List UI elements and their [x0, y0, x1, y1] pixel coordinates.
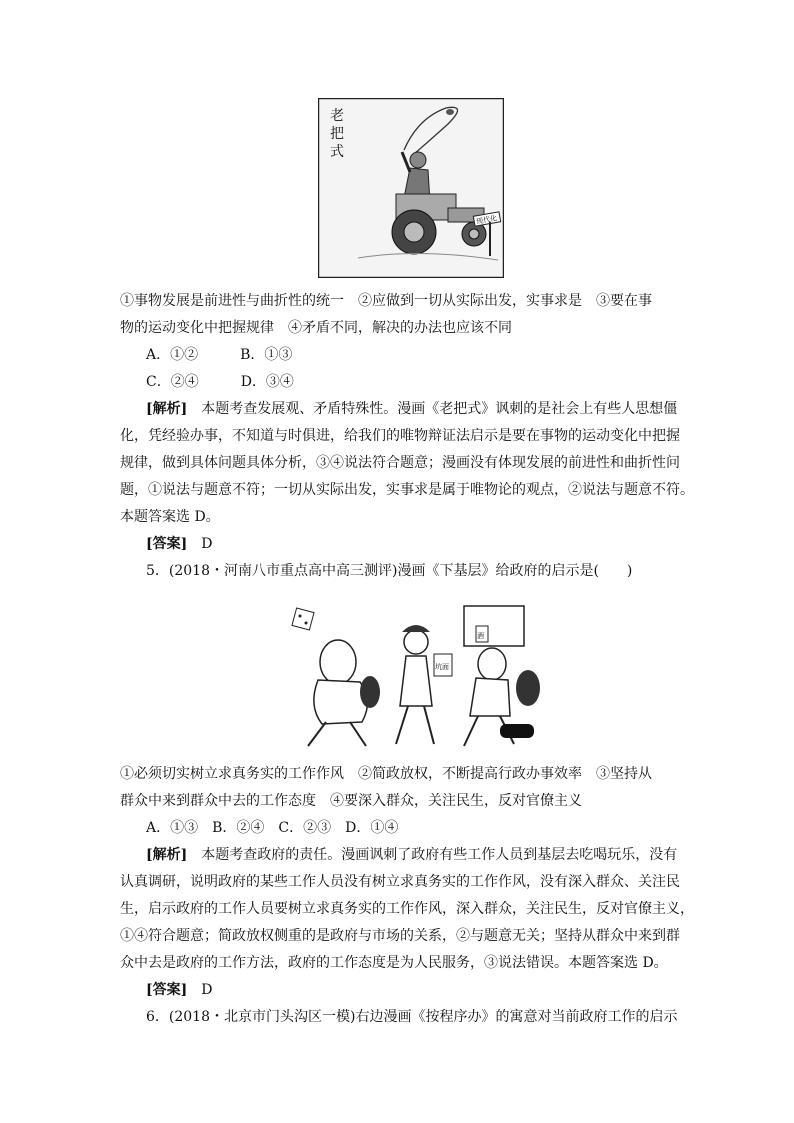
q5-choice-row: A．①③ B．②④ C．②③ D．①④ [146, 820, 399, 836]
analysis-text: 本题考查发展观、矛盾特殊性。漫画《老把式》讽刺的是社会上有些人思想僵 [187, 401, 678, 417]
cartoon-xia-ji-ceng [278, 596, 546, 756]
q5-answer [146, 980, 706, 1000]
q4-options-ab: A．①② B．①③ [146, 347, 293, 363]
analysis-text: 本题考查政府的责任。漫画讽刺了政府有些工作人员到基层去吃喝玩乐，没有 [187, 847, 678, 863]
answer-label: [答案] [146, 982, 188, 998]
q5-stem: 5．(2018・河南八市重点高中高三测评)漫画《下基层》给政府的启示是( ) [146, 563, 633, 579]
q4-analysis-line-4: 题，①说法与题意不符；一切从实际出发，实事求是属于唯物论的观点，②说法与题意不符。 [120, 482, 694, 498]
q4-analysis-line-2: 化，凭经验办事，不知道与时俱进，给我们的唯物辩证法启示是要在事物的运动变化中把握 [120, 428, 680, 444]
q5-analysis-line-5: 众中去是政府的工作方法，政府的工作态度是为人民服务，③说法错误。本题答案选 D。 [120, 955, 668, 971]
analysis-label: [解析] [146, 401, 188, 417]
q4-options-cd: C．②④ D．③④ [146, 374, 294, 390]
q4-stem-line-2: 物的运动变化中把握规律 ④矛盾不同，解决的办法也应该不同 [120, 320, 512, 336]
answer-value: D [187, 536, 213, 552]
q4-analysis-line-5: 本题答案选 D。 [120, 509, 220, 525]
q4-answer [146, 534, 706, 554]
cartoon-lao-ba-shi [318, 98, 504, 278]
answer-label: [答案] [146, 536, 188, 552]
q4-analysis-line-3: 规律，做到具体问题具体分析，③④说法符合题意；漫画没有体现发展的前进性和曲折性问 [120, 455, 680, 471]
q5-analysis-line-1 [146, 845, 706, 865]
q4-stem-line-1: ①事物发展是前进性与曲折性的统一 ②应做到一切从实际出发，实事求是 ③要在事 [120, 293, 652, 309]
cartoon-title-char-3: 式 [330, 144, 344, 160]
answer-value: D [187, 982, 213, 998]
q4-analysis-line-1 [146, 399, 706, 419]
q6-stem: 6．(2018・北京市门头沟区一模)右边漫画《按程序办》的寓意对当前政府工作的启示 [146, 1009, 678, 1025]
q5-analysis-line-3: 生，启示政府的工作人员要树立求真务实的工作作风，深入群众，关注民生，反对官僚主义， [120, 901, 694, 917]
q5-analysis-line-2: 认真调研，说明政府的某些工作人员没有树立求真务实的工作作风，没有深入群众、关注民 [120, 874, 680, 890]
cartoon-sign-2: 坑面 [435, 663, 449, 671]
cartoon-sign: 现代化 [475, 214, 498, 226]
q5-options-line-1: ①必须切实树立求真务实的工作作风 ②简政放权，不断提高行政办事效率 ③坚持从 [120, 766, 652, 782]
cartoon-bag-label: 酒 [477, 632, 484, 640]
cartoon-title-char-2: 把 [330, 126, 344, 142]
cartoon-title-char-1: 老 [330, 108, 344, 124]
analysis-label: [解析] [146, 847, 188, 863]
q5-options-line-2: 群众中来到群众中去的工作态度 ④要深入群众，关注民生，反对官僚主义 [120, 793, 582, 809]
q5-analysis-line-4: ①④符合题意；简政放权侧重的是政府与市场的关系，②与题意无关；坚持从群众中来到群 [120, 928, 680, 944]
